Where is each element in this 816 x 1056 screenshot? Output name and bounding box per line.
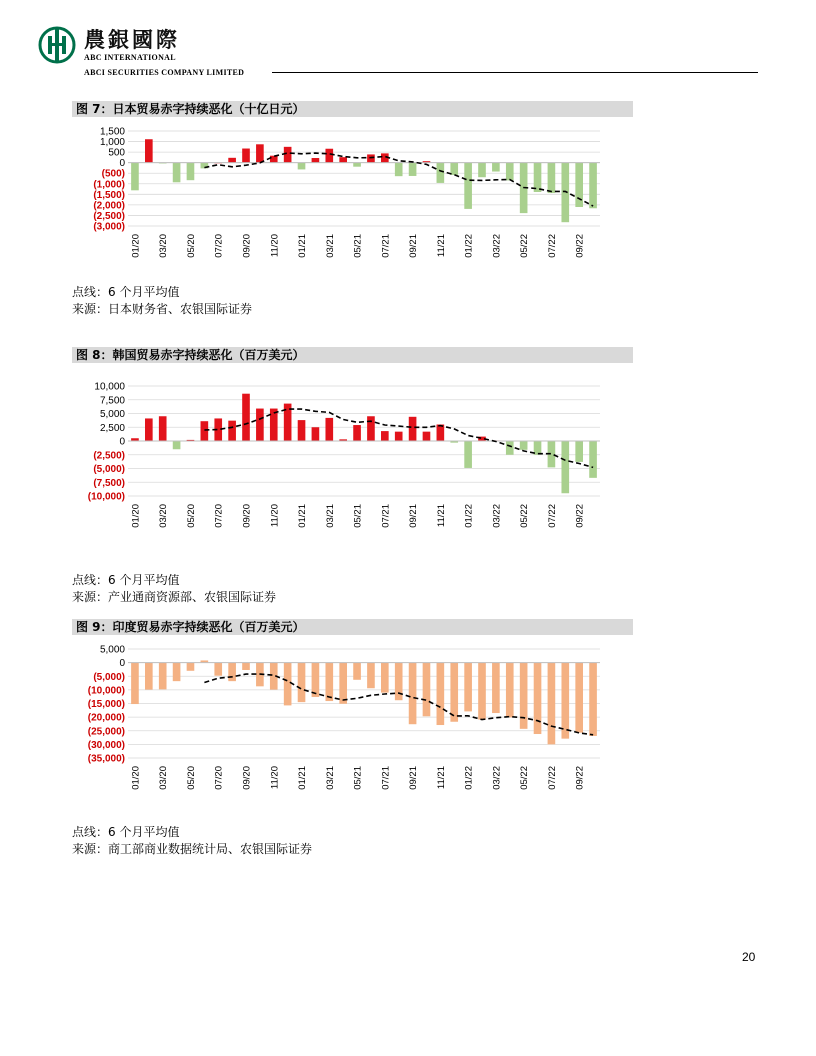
- x-tick-label: 03/21: [324, 504, 336, 528]
- x-tick-label: 05/21: [352, 234, 364, 258]
- bar: [298, 420, 306, 441]
- x-tick-label: 07/20: [213, 766, 225, 790]
- bar: [228, 158, 236, 163]
- bar: [506, 441, 514, 455]
- bar: [298, 663, 306, 703]
- x-tick-label: 07/21: [380, 766, 392, 790]
- bar: [478, 163, 486, 178]
- bar: [548, 163, 556, 193]
- bar: [298, 163, 306, 170]
- bar: [173, 663, 181, 682]
- brand-company-name: ABCI SECURITIES COMPANY LIMITED: [84, 68, 245, 77]
- bar: [381, 431, 389, 441]
- x-tick-label: 03/22: [491, 234, 503, 258]
- bar: [339, 157, 347, 162]
- y-tick-label: (1,000): [93, 179, 125, 191]
- bar: [520, 663, 528, 729]
- bar: [187, 163, 195, 181]
- x-tick-label: 03/21: [324, 234, 336, 258]
- bar: [589, 663, 597, 736]
- y-tick-label: 0: [119, 158, 125, 170]
- x-tick-label: 01/22: [463, 504, 475, 528]
- bar: [437, 163, 445, 183]
- bar: [575, 441, 583, 462]
- y-tick-label: 500: [108, 147, 125, 159]
- header-rule: [272, 72, 758, 73]
- y-tick-label: 5,000: [99, 644, 125, 656]
- bar: [492, 663, 500, 713]
- x-tick-label: 01/21: [297, 234, 308, 258]
- bar: [159, 416, 167, 441]
- x-tick-label: 03/22: [491, 766, 503, 790]
- figure-8-chart: [72, 376, 612, 540]
- y-tick-label: 0: [119, 658, 125, 670]
- x-tick-label: 09/22: [574, 504, 586, 528]
- x-tick-label: 01/21: [297, 504, 308, 528]
- bar: [589, 163, 597, 209]
- x-tick-label: 05/20: [186, 504, 197, 528]
- bar: [575, 163, 583, 207]
- y-tick-label: 1,500: [99, 126, 125, 138]
- y-tick-label: (500): [101, 168, 125, 180]
- x-tick-label: 09/20: [241, 766, 253, 790]
- x-tick-label: 01/20: [130, 234, 142, 258]
- bar: [145, 418, 153, 441]
- x-tick-label: 05/21: [352, 766, 364, 790]
- abc-bank-logo-icon: [38, 26, 76, 64]
- y-tick-label: (1,500): [93, 189, 125, 201]
- x-tick-label: 09/21: [408, 504, 420, 528]
- bar: [506, 663, 514, 718]
- bar: [228, 663, 236, 682]
- bar: [423, 663, 431, 717]
- bar: [145, 663, 153, 690]
- y-tick-label: 7,500: [99, 395, 125, 407]
- x-tick-label: 09/21: [408, 234, 420, 258]
- bar: [187, 663, 195, 671]
- x-tick-label: 09/22: [574, 234, 586, 258]
- x-tick-label: 07/22: [546, 234, 558, 258]
- bar: [339, 663, 347, 704]
- bar: [464, 663, 472, 712]
- y-tick-label: 5,000: [99, 409, 125, 420]
- x-tick-label: 05/22: [519, 766, 531, 790]
- x-tick-label: 03/22: [491, 504, 503, 528]
- x-tick-label: 07/22: [546, 766, 558, 790]
- y-tick-label: (15,000): [87, 699, 125, 710]
- bar: [409, 663, 417, 725]
- figure-9-title: 图 9：印度贸易赤字持续恶化（百万美元）: [72, 619, 633, 635]
- x-tick-label: 09/20: [241, 234, 253, 258]
- bar: [201, 421, 209, 441]
- bar: [423, 432, 431, 441]
- x-tick-label: 03/20: [158, 234, 170, 258]
- bar: [561, 663, 569, 739]
- bar: [437, 425, 445, 442]
- bar: [534, 663, 542, 734]
- bar: [312, 427, 320, 441]
- bar: [325, 149, 333, 163]
- y-tick-label: (10,000): [87, 491, 125, 503]
- brand-name-chinese: 農銀國際: [84, 27, 180, 52]
- bar: [353, 663, 361, 680]
- bar: [325, 418, 333, 441]
- bar: [270, 409, 278, 441]
- x-tick-label: 03/21: [324, 766, 336, 790]
- bar: [589, 441, 597, 478]
- x-tick-label: 07/20: [213, 234, 225, 258]
- figure-8-note: [72, 572, 276, 606]
- bar: [450, 663, 458, 722]
- figure-7-title: 图 7：日本贸易赤字持续恶化（十亿日元）: [72, 101, 633, 117]
- bar: [520, 441, 528, 450]
- figure-9-avg-note: 点线：6 个月平均值: [72, 825, 180, 839]
- x-tick-label: 05/20: [186, 234, 197, 258]
- bar: [561, 163, 569, 223]
- bar: [367, 416, 375, 441]
- x-tick-label: 01/20: [130, 504, 142, 528]
- bar: [284, 663, 292, 706]
- figure-9-chart: [72, 640, 612, 800]
- x-tick-label: 09/22: [574, 766, 586, 790]
- x-tick-label: 09/20: [241, 504, 253, 528]
- figure-9-note: [72, 824, 312, 858]
- bar: [145, 139, 153, 162]
- x-tick-label: 11/21: [435, 234, 447, 258]
- y-tick-label: (3,000): [93, 221, 125, 233]
- figure-7-note: [72, 284, 252, 318]
- bar: [561, 441, 569, 493]
- bar: [437, 663, 445, 725]
- y-tick-label: (5,000): [93, 464, 125, 475]
- figure-7-source: 来源：日本财务省、农银国际证券: [72, 302, 253, 316]
- bar: [367, 663, 375, 689]
- x-tick-label: 01/21: [297, 766, 308, 790]
- x-tick-label: 05/22: [519, 504, 531, 528]
- bar: [159, 663, 167, 690]
- figure-9-source: 来源：商工部商业数据统计局、农银国际证券: [72, 842, 313, 856]
- figure-7-avg-note: 点线：6 个月平均值: [72, 285, 180, 299]
- figure-8-title: 图 8：韩国贸易赤字持续恶化（百万美元）: [72, 347, 633, 363]
- bar: [312, 158, 320, 163]
- bar: [506, 163, 514, 181]
- bar: [242, 149, 250, 163]
- x-tick-label: 11/20: [269, 766, 281, 790]
- bar: [395, 163, 403, 177]
- bar: [256, 144, 264, 162]
- bar: [409, 417, 417, 441]
- bar: [575, 663, 583, 733]
- y-tick-label: (7,500): [93, 477, 125, 489]
- bar: [409, 163, 417, 176]
- bar: [395, 432, 403, 441]
- figure-8-source: 来源：产业通商资源部、农银国际证券: [72, 590, 277, 604]
- x-tick-label: 05/20: [186, 766, 197, 790]
- x-tick-label: 07/21: [380, 234, 392, 258]
- bar: [478, 663, 486, 720]
- bar: [131, 663, 139, 704]
- bar: [173, 163, 181, 183]
- x-tick-label: 01/22: [463, 234, 475, 258]
- x-tick-label: 11/21: [435, 504, 447, 528]
- y-tick-label: 0: [119, 436, 125, 448]
- bar: [353, 425, 361, 441]
- x-tick-label: 03/20: [158, 504, 170, 528]
- bar: [242, 663, 250, 670]
- bar: [284, 147, 292, 163]
- x-tick-label: 01/20: [130, 766, 142, 790]
- bar: [131, 163, 139, 191]
- x-tick-label: 07/21: [380, 504, 392, 528]
- bar: [492, 163, 500, 172]
- bar: [353, 163, 361, 167]
- x-tick-label: 09/21: [408, 766, 420, 790]
- y-tick-label: (20,000): [87, 712, 125, 724]
- bar: [325, 663, 333, 701]
- y-tick-label: 1,000: [99, 137, 125, 149]
- bar: [464, 441, 472, 468]
- bar: [214, 663, 222, 676]
- y-tick-label: (2,500): [93, 210, 125, 222]
- bar: [464, 163, 472, 209]
- x-tick-label: 05/22: [519, 234, 531, 258]
- y-tick-label: (2,000): [93, 200, 125, 212]
- x-tick-label: 01/22: [463, 766, 475, 790]
- bar: [381, 663, 389, 693]
- figure-8-avg-note: 点线：6 个月平均值: [72, 573, 180, 587]
- x-tick-label: 05/21: [352, 504, 364, 528]
- y-tick-label: (30,000): [87, 739, 125, 751]
- bar: [242, 394, 250, 441]
- bar: [450, 163, 458, 175]
- y-tick-label: (5,000): [93, 671, 125, 683]
- bar: [173, 441, 181, 449]
- x-tick-label: 03/20: [158, 766, 170, 790]
- figure-7-chart: [72, 122, 612, 280]
- bar: [548, 663, 556, 745]
- y-tick-label: 2,500: [99, 422, 125, 434]
- bar: [228, 421, 236, 441]
- y-tick-label: (10,000): [87, 685, 125, 697]
- x-tick-label: 07/20: [213, 504, 225, 528]
- x-tick-label: 11/21: [435, 766, 447, 790]
- x-tick-label: 07/22: [546, 504, 558, 528]
- y-tick-label: 10,000: [94, 381, 125, 393]
- x-tick-label: 11/20: [269, 234, 281, 258]
- y-tick-label: (25,000): [87, 726, 125, 738]
- bar: [367, 154, 375, 162]
- y-tick-label: (35,000): [87, 753, 125, 765]
- page-number: 20: [742, 950, 756, 964]
- bar: [256, 409, 264, 441]
- x-tick-label: 11/20: [269, 504, 281, 528]
- y-tick-label: (2,500): [93, 450, 125, 462]
- brand-name-english: ABC INTERNATIONAL: [84, 53, 176, 62]
